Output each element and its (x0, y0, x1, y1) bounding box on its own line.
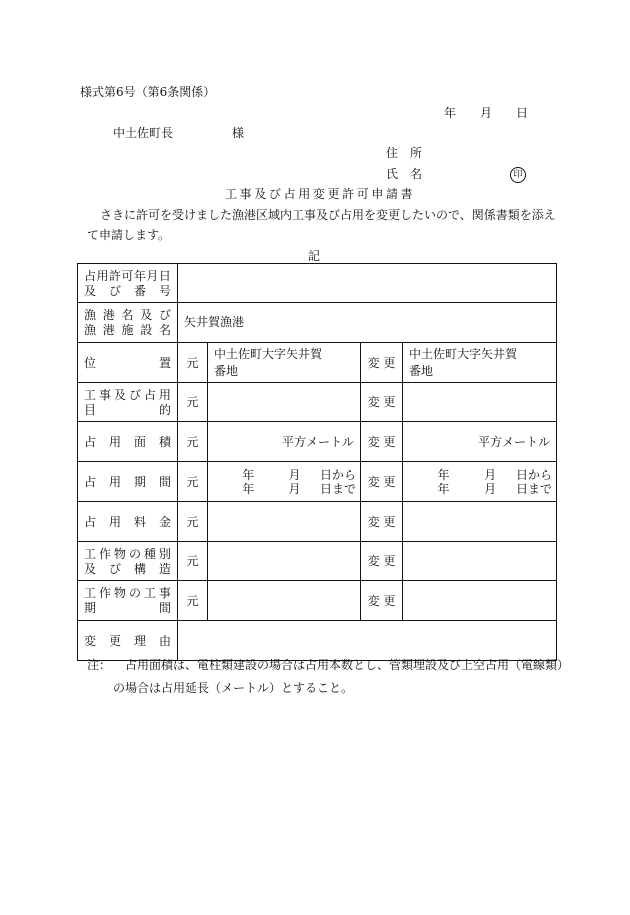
period-label-cell (78, 462, 178, 502)
period-label (84, 476, 171, 488)
document-title: 工事及び占用変更許可申請書 (225, 187, 416, 201)
structure-label-cell (78, 542, 178, 581)
location-pre-cell[interactable] (208, 343, 361, 383)
structure-chg-cell[interactable] (403, 542, 557, 581)
period-pre-month-to: 月 (288, 481, 301, 496)
period-chg-month-to: 月 (484, 481, 497, 496)
period-chg-cell[interactable] (403, 462, 557, 502)
addressee-honorific: 様 (232, 126, 245, 140)
permit-label-line2-char: 番 (133, 283, 146, 298)
date-day-label: 日 (516, 106, 529, 120)
structure-pre-marker: 元 (178, 542, 208, 581)
port-label-cell (78, 303, 178, 343)
works-label-cell (78, 581, 178, 621)
port-label-line1-char: 漁 (84, 308, 97, 322)
works-label-line1-char: 作 (98, 586, 111, 600)
application-table (77, 263, 557, 661)
works-chg-cell[interactable] (403, 581, 557, 621)
period-pre-year-to: 年 (242, 481, 255, 496)
permit-label-line2-char: び (108, 283, 121, 298)
addressee-name: 中土佐町長 (113, 126, 174, 140)
fee-label-char: 占 (84, 514, 97, 529)
structure-label-line1-char: の (128, 546, 141, 561)
works-label-line1 (84, 587, 171, 599)
reason-label-char: 変 (84, 633, 97, 648)
purpose-label-line1-char: 工 (84, 387, 97, 402)
period-chg-day-from: 日から (515, 467, 552, 482)
structure-label-line1-char: 作 (98, 546, 111, 561)
structure-label-line1 (84, 548, 171, 560)
location-chg-marker: 変 更 (361, 343, 403, 383)
port-label-line1-char: び (158, 308, 171, 322)
period-label-char: 用 (108, 474, 121, 489)
structure-label-line1-char: 工 (84, 546, 97, 561)
permit-label-line1-char: 用 (96, 268, 109, 283)
ki-heading: 記 (308, 249, 321, 263)
structure-label-line1-char: 物 (113, 546, 126, 561)
date-month-label: 月 (480, 106, 493, 120)
structure-label-line1-char: 別 (158, 546, 171, 561)
port-label-line2-char: 施 (121, 323, 134, 337)
reason-label-char: 理 (133, 633, 146, 648)
area-chg-unit: 平方メートル (477, 434, 550, 449)
permit-label-line1-char: 許 (108, 268, 121, 283)
purpose-label-line2 (84, 404, 171, 416)
area-label-char: 面 (133, 434, 146, 449)
area-label-cell (78, 422, 178, 462)
form-number: 様式第6号（第6条関係） (80, 85, 216, 99)
period-label-char: 期 (133, 474, 146, 489)
port-value-cell[interactable] (178, 303, 557, 343)
location-label-char: 位 (84, 355, 97, 370)
permit-label-line1-char: 年 (133, 268, 146, 283)
works-label-line2 (84, 602, 171, 614)
works-label-line2-char: 間 (158, 601, 171, 615)
location-chg-line1: 中土佐町大字矢井賀 (409, 347, 518, 362)
reason-label (84, 635, 171, 647)
purpose-label-line1-char: 占 (143, 387, 156, 402)
works-chg-marker: 変 更 (361, 581, 403, 621)
works-label-line1-char: 工 (84, 586, 97, 600)
port-label-line1-char: 名 (121, 308, 134, 322)
period-chg-year-from: 年 (437, 467, 450, 482)
fee-label (84, 516, 171, 528)
purpose-label-line1-char: 及 (113, 387, 126, 402)
period-chg-day-to: 日まで (515, 481, 552, 496)
period-chg-month-from: 月 (484, 467, 497, 482)
period-pre-marker: 元 (178, 462, 208, 502)
structure-label-line1-char: 種 (143, 546, 156, 561)
purpose-label-cell (78, 383, 178, 422)
row-period (78, 462, 557, 502)
works-label-line1-char: 工 (143, 586, 156, 600)
fee-label-char: 料 (133, 514, 146, 529)
reason-value-cell[interactable] (178, 621, 557, 661)
purpose-pre-cell[interactable] (208, 383, 361, 422)
intro-line-2: て申請します。 (87, 228, 171, 242)
purpose-chg-cell[interactable] (403, 383, 557, 422)
location-chg-line2: 番地 (409, 363, 434, 378)
period-pre-year-from: 年 (242, 467, 255, 482)
port-label-line1 (84, 309, 171, 321)
applicant-address-label: 住 所 (386, 146, 423, 160)
area-label-char: 用 (108, 434, 121, 449)
reason-label-char: 由 (158, 633, 171, 648)
works-pre-marker: 元 (178, 581, 208, 621)
port-label-line2-char: 港 (102, 323, 115, 337)
purpose-label-line2-char: 目 (84, 402, 97, 417)
purpose-label-line1-char: び (128, 387, 141, 402)
permit-label-line2 (84, 285, 171, 297)
applicant-name-label: 氏 名 (386, 167, 423, 181)
fee-label-cell (78, 502, 178, 542)
date-year-label: 年 (444, 106, 457, 120)
location-label-char: 置 (158, 355, 171, 370)
period-label-char: 間 (158, 474, 171, 489)
permit-label-line1-char: 日 (158, 268, 171, 283)
location-pre-marker: 元 (178, 343, 208, 383)
row-fee (78, 502, 557, 542)
structure-chg-marker: 変 更 (361, 542, 403, 581)
structure-label-line2-char: 造 (158, 561, 171, 576)
port-label-line2-char: 漁 (84, 323, 97, 337)
location-chg-cell[interactable] (403, 343, 557, 383)
row-area (78, 422, 557, 462)
structure-label-line2-char: 及 (84, 561, 97, 576)
works-pre-cell[interactable] (208, 581, 361, 621)
seal-mark: 印 (510, 167, 526, 183)
row-reason (78, 621, 557, 661)
permit-label-line1-char: 月 (146, 268, 159, 283)
structure-pre-cell[interactable] (208, 542, 361, 581)
permit-label-line1-char: 占 (84, 268, 97, 283)
area-label-char: 積 (158, 434, 171, 449)
works-label-line1-char: の (128, 586, 141, 600)
row-permit (78, 264, 557, 303)
period-pre-month-from: 月 (288, 467, 301, 482)
structure-label-line2-char: び (108, 561, 121, 576)
port-label-line2 (84, 324, 171, 336)
permit-label-line2-char: 及 (84, 283, 97, 298)
row-port (78, 303, 557, 343)
period-chg-marker: 変 更 (361, 462, 403, 502)
fee-label-char: 用 (108, 514, 121, 529)
note-line-1 (87, 659, 569, 671)
row-structure (78, 542, 557, 581)
location-pre-line2: 番地 (214, 363, 239, 378)
purpose-label-line1-char: 用 (158, 387, 171, 402)
permit-label-cell (78, 264, 178, 303)
area-label (84, 436, 171, 448)
period-chg-year-to: 年 (437, 481, 450, 496)
port-label-line1-char: 及 (140, 308, 153, 322)
fee-pre-marker: 元 (178, 502, 208, 542)
purpose-label-line1 (84, 389, 171, 401)
period-pre-day-to: 日まで (319, 481, 356, 496)
port-label-line1-char: 港 (102, 308, 115, 322)
location-label (84, 357, 171, 369)
location-pre-line1: 中土佐町大字矢井賀 (214, 347, 323, 362)
row-location (78, 343, 557, 383)
area-label-char: 占 (84, 434, 97, 449)
works-label-line2-char: 期 (84, 601, 97, 615)
purpose-label-line1-char: 事 (98, 387, 111, 402)
area-pre-unit: 平方メートル (281, 434, 354, 449)
reason-label-char: 更 (108, 633, 121, 648)
row-purpose (78, 383, 557, 422)
reason-label-cell (78, 621, 178, 661)
works-label-line1-char: 事 (158, 586, 171, 600)
port-label-line2-char: 名 (158, 323, 171, 337)
area-pre-cell[interactable] (208, 422, 361, 462)
area-pre-marker: 元 (178, 422, 208, 462)
note-line-2: の場合は占用延長（メートル）とすること。 (113, 681, 354, 695)
note-text-1: 占用面積は、電柱類建設の場合は占用本数とし、管類埋設及び上空占用（電線類） (125, 658, 570, 672)
fee-label-char: 金 (158, 514, 171, 529)
period-pre-cell[interactable] (208, 462, 361, 502)
row-works (78, 581, 557, 621)
purpose-chg-marker: 変 更 (361, 383, 403, 422)
port-label-line2-char: 設 (140, 323, 153, 337)
purpose-pre-marker: 元 (178, 383, 208, 422)
fee-chg-cell[interactable] (403, 502, 557, 542)
permit-value-cell[interactable] (178, 264, 557, 303)
permit-label-line1 (84, 270, 171, 282)
fee-pre-cell[interactable] (208, 502, 361, 542)
period-pre-grid (208, 469, 360, 495)
location-label-cell (78, 343, 178, 383)
note-label: 注： (87, 658, 112, 672)
period-pre-day-from: 日から (319, 467, 356, 482)
period-chg-grid (403, 469, 556, 495)
intro-line-1: さきに許可を受けました漁港区域内工事及び占用を変更したいので、関係書類を添え (100, 208, 556, 222)
structure-label-line2-char: 構 (133, 561, 146, 576)
structure-label-line2 (84, 563, 171, 575)
period-label-char: 占 (84, 474, 97, 489)
works-label-line1-char: 物 (113, 586, 126, 600)
fee-chg-marker: 変 更 (361, 502, 403, 542)
permit-label-line2-char: 号 (158, 283, 171, 298)
purpose-label-line2-char: 的 (158, 402, 171, 417)
port-value: 矢井賀漁港 (184, 315, 245, 330)
area-chg-marker: 変 更 (361, 422, 403, 462)
area-chg-cell[interactable] (403, 422, 557, 462)
permit-label-line1-char: 可 (121, 268, 134, 283)
